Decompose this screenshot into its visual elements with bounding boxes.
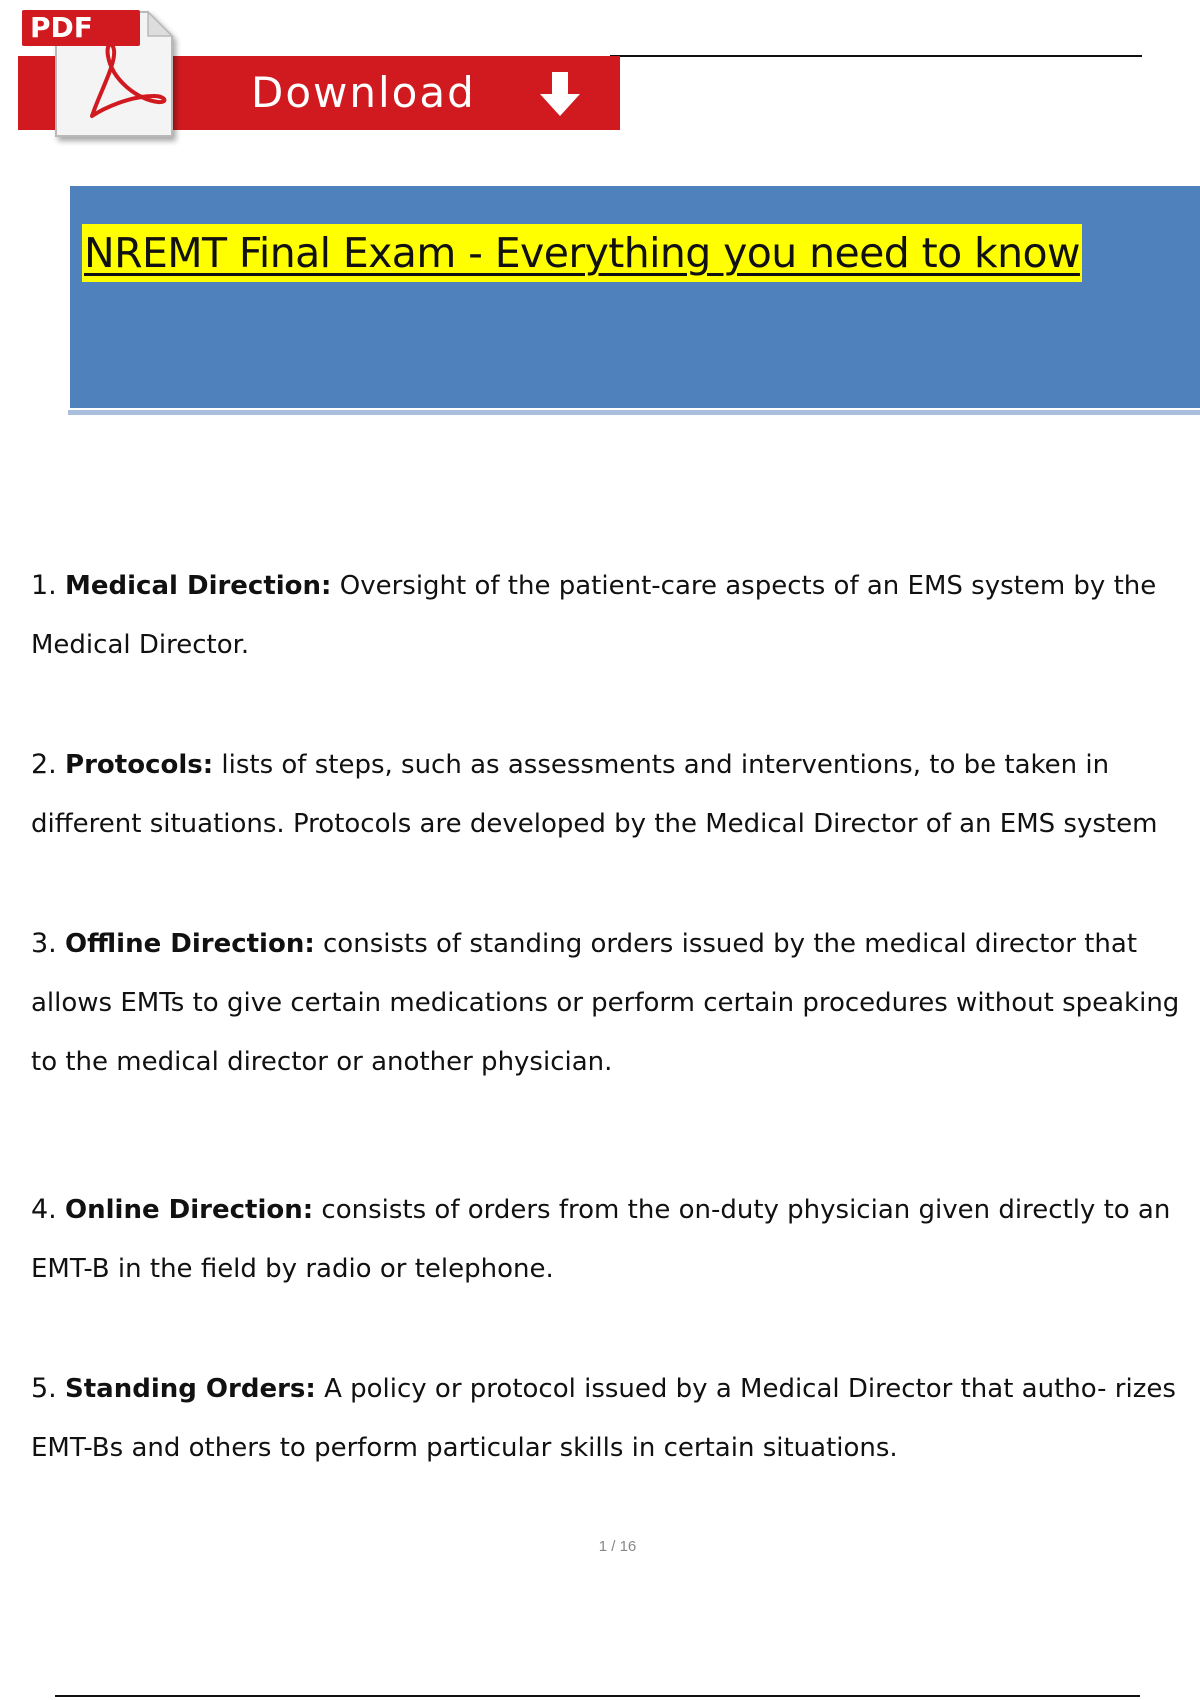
title-block-underline	[68, 410, 1200, 415]
list-item: 5. Standing Orders: A policy or protocol issued by a Medical Director that autho- rizes EMT-Bs and others to perform particular skills in certain situations.	[31, 1373, 1176, 1463]
list-item: 1. Medical Direction: Oversight of the patient-care aspects of an EMS system by the Medical Director.	[31, 570, 1157, 660]
definitions-list	[31, 556, 1196, 1478]
download-label: Download	[251, 68, 476, 117]
term: Standing Orders:	[65, 1374, 316, 1404]
term: Online Direction:	[65, 1195, 314, 1225]
page-title: NREMT Final Exam - Everything you need to know	[82, 224, 1082, 282]
definition: lists of steps, such as assessments and interventions, to be taken in different situations. Protocols are developed by the Medical Director of an EMS system	[31, 750, 1158, 839]
pdf-label: PDF	[22, 10, 140, 46]
term: Medical Direction:	[65, 571, 332, 601]
list-item: 4. Online Direction: consists of orders from the on-duty physician given directly to an EMT-B in the field by radio or telephone.	[31, 1194, 1171, 1284]
definition: A policy or protocol issued by a Medical Director that autho- rizes EMT-Bs and others to perform particular skills in certain situations.	[31, 1374, 1176, 1463]
title-block	[70, 186, 1200, 408]
arrow-down-icon	[538, 70, 582, 118]
bottom-rule	[55, 1695, 1140, 1697]
top-rule	[610, 55, 1142, 57]
list-item: 3. Offline Direction: consists of standing orders issued by the medical director that allows EMTs to give certain medications or perform certain procedures without speaking to the medical director or another physician.	[31, 928, 1180, 1077]
page-number: 1 / 16	[598, 1538, 637, 1555]
term: Offline Direction:	[65, 929, 315, 959]
term: Protocols:	[65, 750, 214, 780]
list-item: 2. Protocols: lists of steps, such as assessments and interventions, to be taken in different situations. Protocols are developed by the Medical Director of an EMS system	[31, 749, 1158, 839]
definition: Oversight of the patient-care aspects of an EMS system by the Medical Director.	[31, 571, 1157, 660]
definition: consists of standing orders issued by the medical director that allows EMTs to give certain medications or perform certain procedures without speaking to the medical director or another physician.	[31, 929, 1180, 1077]
definition: consists of orders from the on-duty physician given directly to an EMT-B in the field by radio or telephone.	[31, 1195, 1171, 1284]
